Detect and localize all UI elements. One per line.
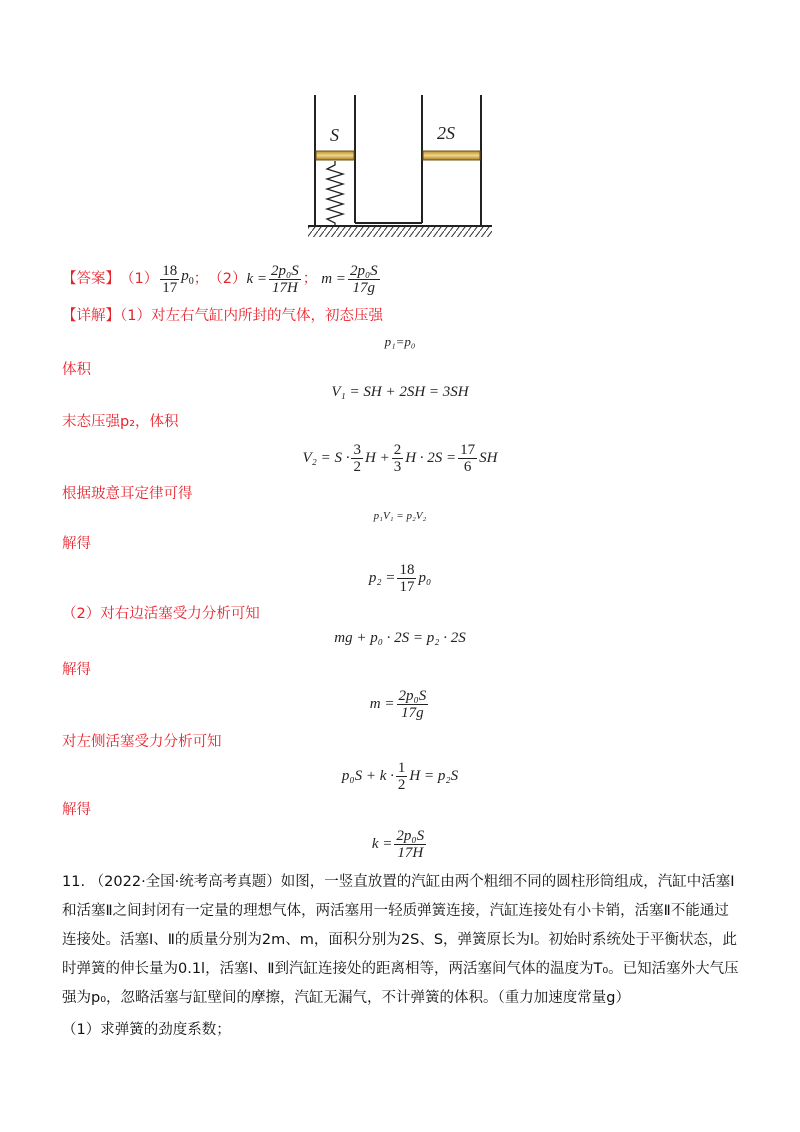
- eq-p2: [0, 558, 800, 598]
- eq-p2-rhs: p₀: [418, 569, 432, 586]
- answer-p1-var-sub: 0: [188, 276, 194, 287]
- eq-v2-part-a: V₂ = S ·: [302, 449, 350, 466]
- eq-p1: p₁=p₀: [384, 334, 416, 349]
- eq-v2-frac1-num: 3: [353, 441, 361, 458]
- question-11: [62, 868, 742, 1013]
- answer-m-den: 17g: [352, 279, 376, 296]
- eq-p2-frac: [397, 562, 416, 595]
- eq-v2-part-b: H +: [364, 449, 390, 466]
- eq-v2: [0, 438, 800, 478]
- question-number: 11.: [62, 874, 86, 890]
- answer-part1-index: （1）: [120, 271, 159, 287]
- eq-v2-frac2-den: 3: [393, 458, 402, 475]
- eq-v2-frac1-den: 2: [353, 458, 361, 475]
- eq-boyle: p₁V₁ = p₂V₂: [373, 510, 427, 522]
- eq-k-num: 2p₀S: [396, 827, 425, 844]
- eq-v2-frac1: [351, 442, 363, 475]
- eq-k-frac: [394, 828, 426, 861]
- eq-m: [0, 684, 800, 724]
- answer-k-num: 2p₀S: [271, 262, 299, 279]
- eq-k-den: 17H: [397, 844, 424, 861]
- question-source: （2022·全国·统考高考真题）: [89, 874, 281, 890]
- answer-k-lhs: k =: [246, 271, 267, 287]
- question-sub1: （1）求弹簧的劲度系数；: [62, 1022, 231, 1038]
- question-text: 如图，一竖直放置的汽缸由两个粗细不同的圆柱形筒组成，汽缸中活塞Ⅰ和活塞Ⅱ之间封闭有一定量的理想气体，两活塞用一轻质弹簧连接，汽缸连接处有小卡销，活塞Ⅱ不能通过连接处。活塞Ⅰ、Ⅱ的质量分别为2m、m，面积分别为2S、S，弹簧原长为l。初始时系统处于平衡状态，此时弹簧的伸长量为0.1l，活塞Ⅰ、Ⅱ到汽缸连接处的距离相等，两活塞间气体的温度为T₀。已知活塞外大气压强为p₀，忽略活塞与缸壁间的摩擦，汽缸无漏气，不计弹簧的体积。（重力加速度常量g）: [62, 874, 739, 1006]
- answer-line: [62, 259, 382, 299]
- part2-label: （2）对右边活塞受力分析可知: [62, 606, 260, 622]
- answer-p1-var-letter: p: [181, 268, 189, 284]
- answer-m-fraction: [348, 263, 380, 296]
- left-piston: [316, 151, 354, 160]
- left-area-label: S: [330, 125, 339, 145]
- eq-force-right: mg + p₀ · 2S = p₂ · 2S: [334, 630, 466, 646]
- eq-v2-frac3-num: 17: [460, 441, 476, 458]
- eq-p2-den: 17: [399, 578, 415, 595]
- solve-label-1: 解得: [62, 536, 91, 552]
- answer-k-den: 17H: [271, 279, 298, 296]
- answer-p1-num: 18: [162, 262, 178, 279]
- answer-p1-den: 17: [162, 279, 178, 296]
- ground-hatch: [308, 227, 492, 237]
- solve-label-3: 解得: [62, 802, 91, 818]
- answer-k-fraction: [269, 263, 301, 296]
- eq-force-left: [0, 756, 800, 796]
- final-state-label: 末态压强p₂，体积: [62, 414, 179, 430]
- eq-force-left-b: H = p₂S: [409, 767, 459, 784]
- answer-part2-index: （2）: [208, 271, 247, 287]
- answer-p1-var: [181, 266, 194, 292]
- answer-sep-1: ；: [193, 271, 209, 287]
- right-area-label: 2S: [437, 123, 455, 143]
- eq-v1: V₁ = SH + 2SH = 3SH: [331, 384, 469, 400]
- spring: [327, 161, 343, 225]
- volume-label: 体积: [62, 362, 91, 378]
- eq-force-left-num: 1: [397, 759, 406, 776]
- answer-p1-fraction: [160, 263, 179, 296]
- answer-m-lhs: m =: [321, 271, 346, 287]
- detail-intro-line: [62, 306, 383, 326]
- solve-label-2: 解得: [62, 662, 91, 678]
- eq-k-lhs: k =: [371, 835, 393, 852]
- answer-m-num: 2p₀S: [349, 262, 378, 279]
- eq-p2-num: 18: [399, 561, 415, 578]
- cylinder-diagram-svg: [300, 95, 500, 245]
- eq-m-num: 2p₀S: [398, 687, 427, 704]
- eq-v2-frac2-num: 2: [393, 441, 402, 458]
- answer-sep-2: ；: [302, 271, 318, 287]
- eq-force-left-frac: [396, 760, 408, 793]
- eq-v2-frac2: [392, 442, 404, 475]
- eq-p2-lhs: p₂ =: [368, 569, 396, 586]
- eq-k: [0, 824, 800, 864]
- eq-v2-frac3-den: 6: [463, 458, 472, 475]
- cylinder-diagram: [300, 95, 500, 245]
- eq-m-lhs: m =: [369, 695, 395, 712]
- eq-force-left-den: 2: [397, 776, 406, 793]
- detail-intro: （1）对左右气缸内所封的气体，初态压强: [120, 308, 383, 324]
- eq-v2-frac3: [458, 442, 477, 475]
- detail-tag: 【详解】: [62, 308, 120, 324]
- eq-m-frac: [397, 688, 429, 721]
- boyle-label: 根据玻意耳定律可得: [62, 486, 193, 502]
- left-piston-label: 对左侧活塞受力分析可知: [62, 734, 222, 750]
- eq-m-den: 17g: [401, 704, 424, 721]
- right-piston: [423, 151, 480, 160]
- eq-force-left-a: p₀S + k ·: [341, 767, 394, 784]
- eq-v2-part-d: SH: [479, 449, 498, 466]
- answer-tag: 【答案】: [62, 271, 120, 287]
- eq-v2-part-c: H · 2S =: [405, 449, 457, 466]
